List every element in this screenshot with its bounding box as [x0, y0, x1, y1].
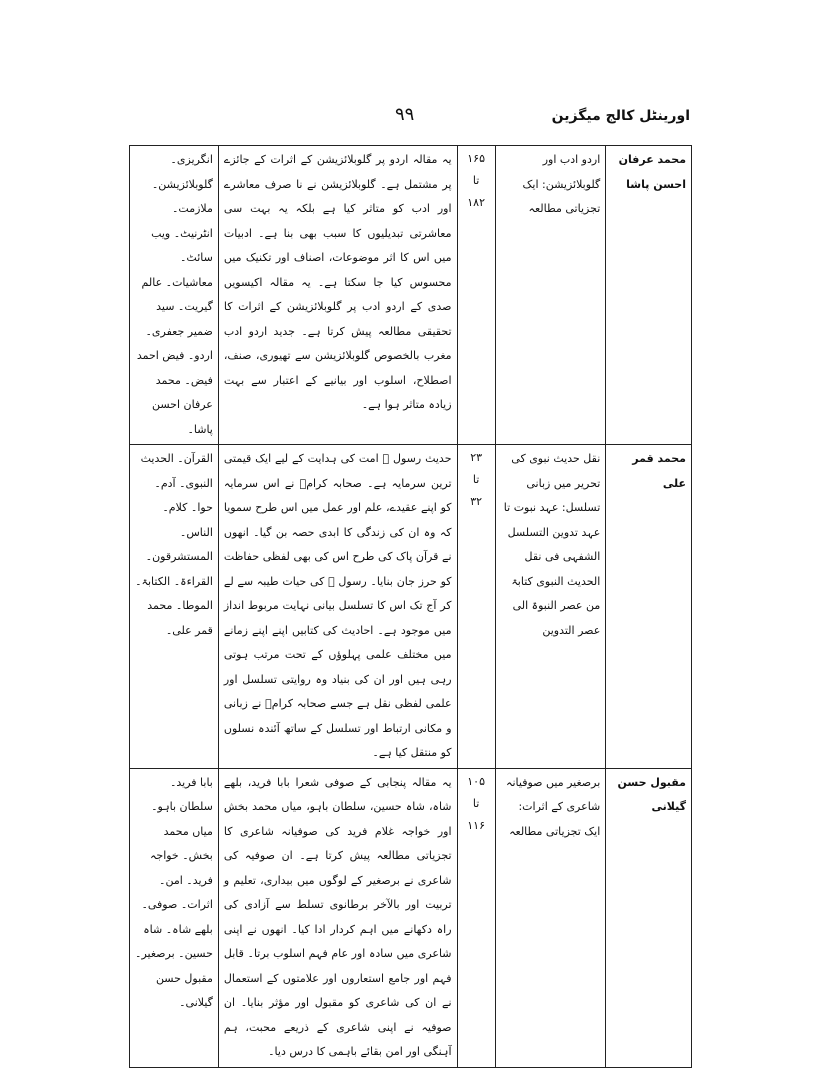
- author-cell: محمد عرفان احسن پاشا: [606, 146, 692, 445]
- page-to: تا: [472, 473, 480, 486]
- page-number: ۹۹: [395, 104, 415, 125]
- keywords-cell: بابا فرید۔ سلطان باہو۔ میاں محمد بخش۔ خواجہ فرید۔ امن۔ اثرات۔ صوفی۔ بلھے شاہ۔ شاہ حسین۔ برصغیر۔ مقبول حسن گیلانی۔: [130, 768, 219, 1067]
- pages-cell: [457, 768, 495, 1067]
- title-cell: نقل حدیث نبوی کی تحریر میں زبانی تسلسل: عہد نبوت تا عہد تدوین التسلسل الشفہی فی نقل الحدیث النبوی کتابۃ من عصر النبوۃ الی عصر التدوین: [495, 445, 606, 769]
- page-header: [130, 104, 690, 132]
- pages-cell: [457, 146, 495, 445]
- table-row: [130, 768, 692, 1067]
- title-cell: اردو ادب اور گلوبلائزیشن: ایک تجزیاتی مطالعہ: [495, 146, 606, 445]
- page-start: ۱۶۵: [467, 152, 485, 165]
- page-end: ۱۱۶: [467, 818, 485, 832]
- journal-title: اورینٹل کالج میگزین: [551, 108, 690, 124]
- page-end: ۱۸۲: [467, 196, 485, 209]
- page-to: تا: [472, 796, 480, 810]
- summary-cell: یہ مقالہ اردو پر گلوبلائزیشن کے اثرات کے جائزے پر مشتمل ہے۔ گلوبلائزیشن نے نا صرف معاشرے اور ادب کو متاثر کیا ہے بلکہ یہ بہت سی معاشرتی تبدیلیوں کا سبب بھی بنا ہے۔ ادبیات میں اس کا اثر موضوعات، اصناف اور تکنیک میں محسوس کیا جا سکتا ہے۔ یہ مقالہ اکیسویں صدی کے اردو ادب پر گلوبلائزیشن کے اثرات کا تحقیقی مطالعہ پیش کرتا ہے۔ جدید اردو ادب مغرب بالخصوص گلوبلائزیشن سے تھیوری، صنف، اصطلاح، اسلوب اور بیانیے کے اعتبار سے بہت زیادہ متاثر ہوا ہے۔: [218, 146, 457, 445]
- page-start: ۱۰۵: [467, 774, 485, 788]
- page-start: ۲۳: [470, 451, 483, 464]
- table-row: [130, 445, 692, 769]
- summary-cell: یہ مقالہ پنجابی کے صوفی شعرا بابا فرید، بلھے شاہ، شاہ حسین، سلطان باہو، میاں محمد بخش اور خواجہ غلام فرید کی صوفیانہ شاعری کا تجزیاتی مطالعہ پیش کرتا ہے۔ ان صوفیہ کی شاعری نے برصغیر کے لوگوں میں بیداری، تعلیم و تربیت اور بالآخر برطانوی تسلط سے آزادی کی راہ دکھانے میں اہم کردار ادا کیا۔ انھوں نے اپنی شاعری میں سادہ اور عام فہم اسلوب برتا۔ قابل فہم اور جامع استعاروں اور علامتوں کے استعمال نے ان کی شاعری کو مقبول اور مؤثر بنایا۔ ان صوفیہ نے اپنی شاعری کے ذریعے محبت، ہم آہنگی اور امن بقائے باہمی کا درس دیا۔: [218, 768, 457, 1067]
- keywords-cell: القرآن۔ الحدیث النبوی۔ آدم۔ حوا۔ کلام۔ الناس۔ المستشرقون۔ القراءۃ۔ الکتابۃ۔ الموطا۔ محمد قمر علی۔: [130, 445, 219, 769]
- author-cell: مقبول حسن گیلانی: [606, 768, 692, 1067]
- summary-cell: حدیث رسول ﷺ امت کی ہدایت کے لیے ایک قیمتی ترین سرمایہ ہے۔ صحابہ کرامؓ نے اس سرمایہ کو اپنے عقیدے، علم اور عمل میں اس طرح سمویا کہ وہ ان کی زندگی کا ابدی حصہ بن گیا۔ انھوں نے قرآن پاک کی طرح اس کی بھی لفظی حفاظت کو حرز جان بنایا۔ رسول ﷺ کی حیات طیبہ سے لے کر آج تک اس کا تسلسل بیانی نہایت مربوط انداز میں موجود ہے۔ احادیث کی کتابیں اپنے اپنے زمانے میں مختلف علمی پہلوؤں کے تحت مرتب ہوتی رہی ہیں اور ان کی بنیاد وہ روایتی تسلسل اور علمی لفظی نقل ہے جسے صحابہ کرامؓ نے زبانی و مکانی ارتباط اور تسلسل کے ساتھ آئندہ نسلوں کو منتقل کیا ہے۔: [218, 445, 457, 769]
- pages-cell: [457, 445, 495, 769]
- article-index-table: [129, 145, 692, 1068]
- table-row: [130, 146, 692, 445]
- title-cell: برصغیر میں صوفیانہ شاعری کے اثرات: ایک تجزیاتی مطالعہ: [495, 768, 606, 1067]
- author-cell: محمد قمر علی: [606, 445, 692, 769]
- page-to: تا: [472, 174, 480, 187]
- page-end: ۳۲: [470, 495, 483, 508]
- keywords-cell: انگریزی۔ گلوبلائزیشن۔ ملازمت۔ انٹرنیٹ۔ ویب سائٹ۔ معاشیات۔ عالم گیریت۔ سید ضمیر جعفری۔ اردو۔ فیض احمد فیض۔ محمد عرفان احسن پاشا۔: [130, 146, 219, 445]
